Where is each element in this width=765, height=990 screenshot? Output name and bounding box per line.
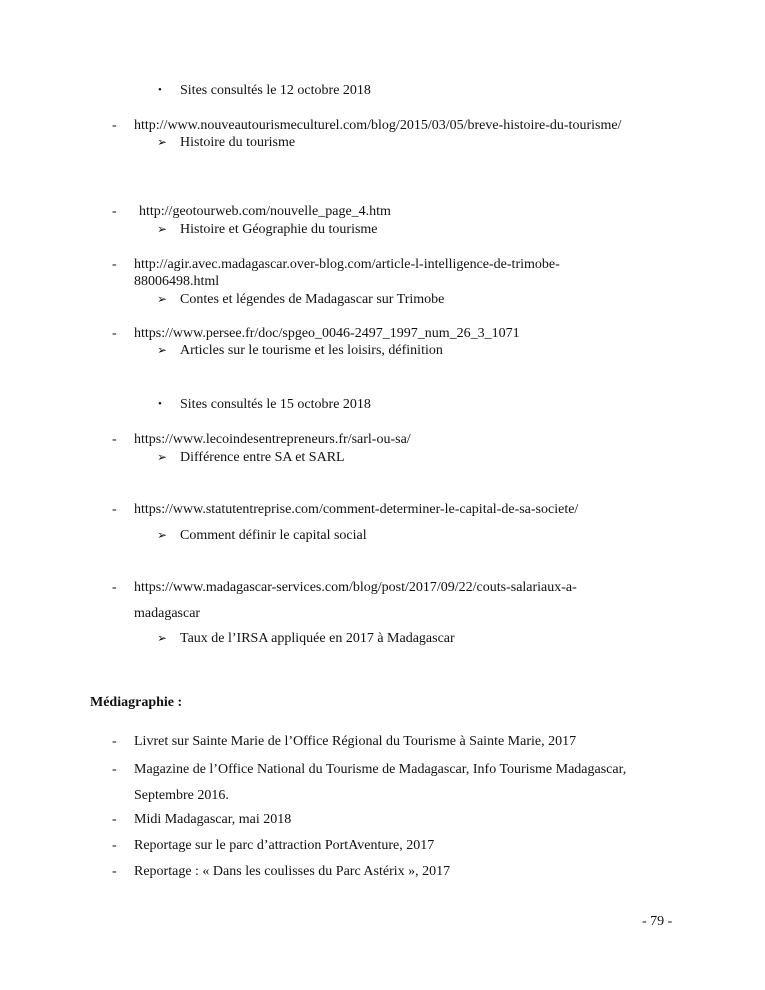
reference-url-continuation[interactable]: madagascar — [134, 606, 201, 621]
reference-description: Taux de l’IRSA appliquée en 2017 à Madagascar — [180, 631, 455, 646]
media-item: Reportage : « Dans les coulisses du Parc Astérix », 2017 — [134, 864, 451, 879]
reference-url[interactable]: https://www.madagascar-services.com/blog/post/2017/09/22/couts-salariaux-a- — [134, 580, 577, 595]
dash-marker: - — [112, 326, 117, 341]
section-header: Sites consultés le 12 octobre 2018 — [180, 83, 371, 98]
media-item-continuation: Septembre 2016. — [134, 788, 229, 803]
reference-url[interactable]: https://www.persee.fr/doc/spgeo_0046-2497_1997_num_26_3_1071 — [134, 326, 520, 341]
arrow-bullet-icon: ➢ — [157, 631, 168, 645]
reference-url[interactable]: https://www.statutentreprise.com/comment-determiner-le-capital-de-sa-societe/ — [134, 502, 579, 517]
arrow-bullet-icon: ➢ — [157, 343, 168, 357]
dash-marker: - — [112, 204, 117, 219]
dash-marker: - — [112, 864, 117, 879]
reference-description: Histoire et Géographie du tourisme — [180, 222, 378, 237]
dash-marker: - — [112, 257, 117, 272]
arrow-bullet-icon: ➢ — [157, 222, 168, 236]
dash-marker: - — [112, 118, 117, 133]
reference-description: Contes et légendes de Madagascar sur Trimobe — [180, 292, 445, 307]
arrow-bullet-icon: ➢ — [157, 450, 168, 464]
dash-marker: - — [112, 580, 117, 595]
media-item: Magazine de l’Office National du Tourisme de Madagascar, Info Tourisme Madagascar, — [134, 762, 627, 777]
arrow-bullet-icon: ➢ — [157, 135, 168, 149]
reference-description: Articles sur le tourisme et les loisirs, définition — [180, 343, 443, 358]
dash-marker: - — [112, 502, 117, 517]
dash-marker: - — [112, 432, 117, 447]
bullet-icon: • — [158, 84, 162, 96]
page-number: - 79 - — [642, 914, 673, 929]
dash-marker: - — [112, 812, 117, 827]
media-item: Midi Madagascar, mai 2018 — [134, 812, 292, 827]
media-item: Livret sur Sainte Marie de l’Office Régional du Tourisme à Sainte Marie, 2017 — [134, 734, 577, 749]
dash-marker: - — [112, 762, 117, 777]
reference-url[interactable]: https://www.lecoindesentrepreneurs.fr/sarl-ou-sa/ — [134, 432, 411, 447]
reference-url[interactable]: http://agir.avec.madagascar.over-blog.com/article-l-intelligence-de-trimobe- — [134, 257, 560, 272]
reference-url[interactable]: http://www.nouveautourismeculturel.com/blog/2015/03/05/breve-histoire-du-tourisme/ — [134, 118, 622, 133]
reference-description: Histoire du tourisme — [180, 135, 296, 150]
bullet-icon: • — [158, 398, 162, 410]
dash-marker: - — [112, 838, 117, 853]
arrow-bullet-icon: ➢ — [157, 528, 168, 542]
media-item: Reportage sur le parc d’attraction PortAventure, 2017 — [134, 838, 435, 853]
reference-description: Différence entre SA et SARL — [180, 450, 345, 465]
section-header: Sites consultés le 15 octobre 2018 — [180, 397, 371, 412]
reference-url[interactable]: http://geotourweb.com/nouvelle_page_4.htm — [139, 204, 391, 219]
arrow-bullet-icon: ➢ — [157, 292, 168, 306]
reference-description: Comment définir le capital social — [180, 528, 367, 543]
mediagraphie-heading: Médiagraphie : — [90, 695, 183, 710]
reference-url-continuation[interactable]: 88006498.html — [134, 274, 220, 289]
dash-marker: - — [112, 734, 117, 749]
